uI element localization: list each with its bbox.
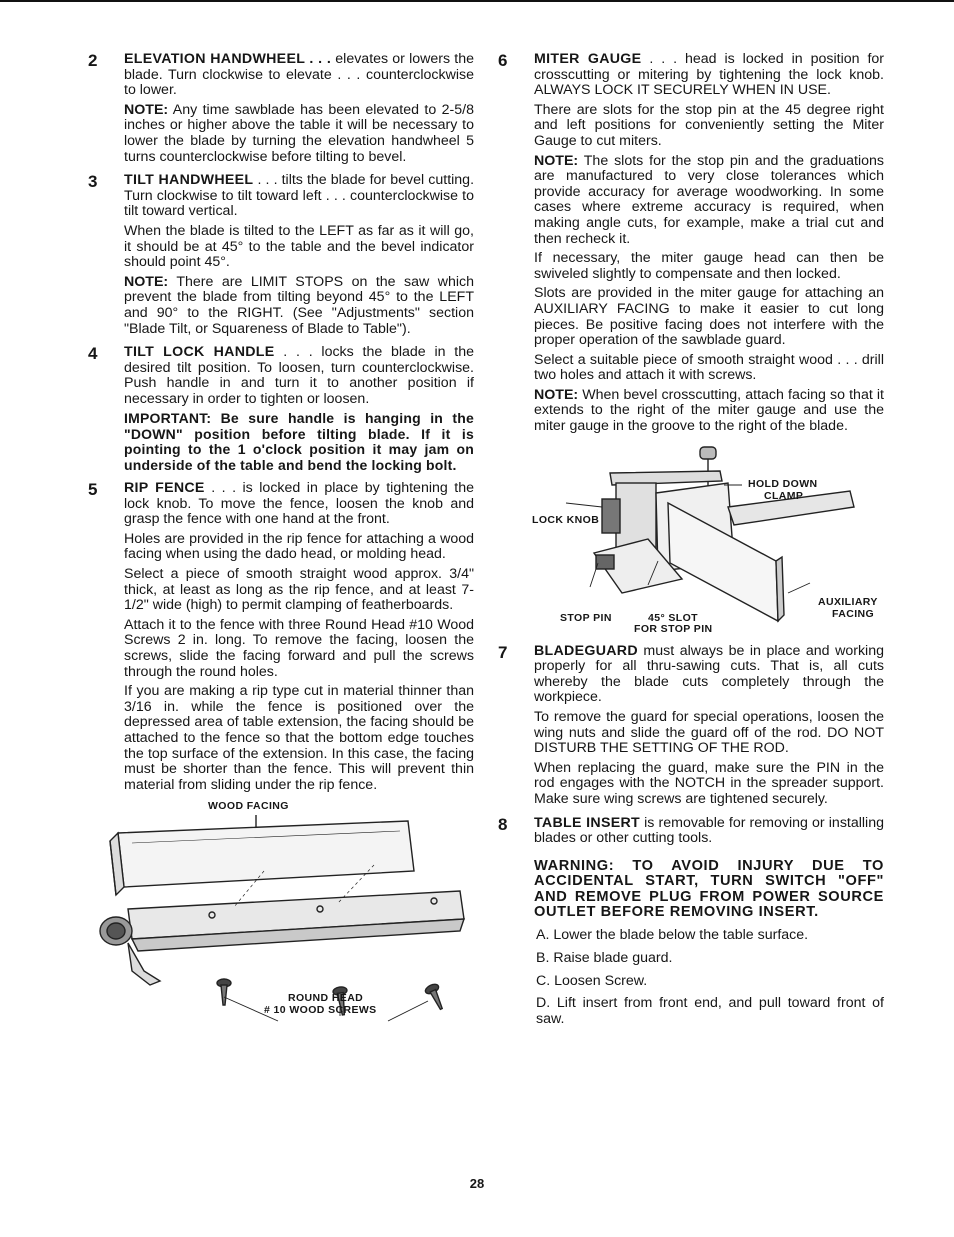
top-rule <box>0 0 954 2</box>
lock-knob-label: LOCK KNOB <box>532 513 600 526</box>
paragraph <box>534 644 884 706</box>
note-label: NOTE: <box>534 386 579 403</box>
slot-label-2: FOR STOP PIN <box>634 622 713 635</box>
rip-fence-illustration <box>88 811 468 1026</box>
note-paragraph <box>534 388 884 435</box>
section-text: must always be in place and working properly for all thru-sawing cuts. That is, all cuts whereby the blade cuts completely through the workpiece. <box>534 642 884 706</box>
important-paragraph: IMPORTANT: Be sure handle is hanging in the "DOWN" position before tilting blade. If it is pointing to the 1 o'clock position it may jam on underside of the table and bend the locking bolt. <box>124 410 474 473</box>
paragraph: Attach it to the fence with three Round Head #10 Wood Screws 2 in. long. To remove the facing, loosen the screws, slide the facing forward and pull the screws through the round holes. <box>124 616 474 680</box>
paragraph: There are slots for the stop pin at the 45 degree right and left positions for conveniently setting the Miter Gauge to cut miters. <box>534 101 884 149</box>
section-bladeguard <box>498 644 884 808</box>
paragraph: If you are making a rip type cut in material thinner than 3/16 in. while the fence is positioned over the depressed area of table extension, the facing should be attached to the fence so that the bottom edge touches the top surface of the extension. In this case, the facing must be shorter than the fence. This will prevent thin material from sliding under the rip fence. <box>124 683 474 793</box>
section-number: 4 <box>88 344 98 364</box>
section-heading: RIP FENCE <box>124 480 205 497</box>
note-text: Any time sawblade has been elevated to 2-5/8 inches or higher above the table it will be necessary to lower the blade by turning the elevation handwheel 5 turns counterclockwise before tilting to bevel. <box>124 101 474 165</box>
paragraph: When the blade is tilted to the LEFT as far as it will go, it should be at 45° to the table and the bevel indicator should point 45°. <box>124 222 474 271</box>
section-number: 7 <box>498 642 508 662</box>
paragraph: Select a piece of smooth straight wood approx. 3/4" thick, at least as long as the rip fence, and at least 7-1/2" wide (high) to permit clamping of featherboards. <box>124 566 474 614</box>
note-paragraph <box>124 103 474 165</box>
section-heading: TILT HANDWHEEL <box>124 172 254 189</box>
paragraph <box>534 816 884 847</box>
hold-down-clamp-label-1: HOLD DOWN <box>748 477 818 490</box>
paragraph <box>124 52 474 99</box>
section-rip-fence <box>88 481 474 793</box>
hold-down-clamp-label-2: CLAMP <box>764 489 804 502</box>
screws-label-line1: ROUND HEAD <box>288 992 364 1005</box>
section-number: 5 <box>88 480 98 500</box>
paragraph: Slots are provided in the miter gauge for attaching an AUXILIARY FACING to make it easier to cut long pieces. Be positive facing does not interfere with the proper operation of the sawblade guard. <box>534 285 884 349</box>
section-tilt-lock-handle <box>88 345 474 473</box>
section-text: . . . is locked in place by tightening the lock knob. To move the fence, loosen the knob and grasp the fence with one hand at the front. <box>124 480 474 528</box>
step-item: D. Lift insert from front end, and pull toward front of saw. <box>536 995 884 1027</box>
section-text: . . . tilts the blade for bevel cutting. Turn clockwise to tilt toward left . . . counterclockwise to tilt toward vertical. <box>124 172 475 220</box>
note-paragraph <box>534 154 884 248</box>
note-paragraph <box>124 275 474 337</box>
section-table-insert <box>498 816 884 921</box>
auxiliary-facing-label-1: AUXILIARY <box>818 595 878 608</box>
paragraph: If necessary, the miter gauge head can then be swiveled slightly to compensate and then locked. <box>534 250 884 282</box>
paragraph <box>124 173 474 220</box>
left-column <box>88 52 474 1031</box>
screws-label-line2: # 10 WOOD SCREWS <box>264 1004 377 1017</box>
section-number: 6 <box>498 51 508 70</box>
paragraph: When replacing the guard, make sure the PIN in the rod engages with the NOTCH in the spreader support. Make sure wing screws are tightened securely. <box>534 759 884 807</box>
section-heading: MITER GAUGE <box>534 51 642 67</box>
section-heading: BLADEGUARD <box>534 642 638 659</box>
paragraph <box>534 52 884 99</box>
warning-paragraph: WARNING: TO AVOID INJURY DUE TO ACCIDENTAL START, TURN SWITCH "OFF" AND REMOVE PLUG FROM POWER SOURCE OUTLET BEFORE REMOVING INSERT. <box>534 857 884 920</box>
note-text: When bevel crosscutting, attach facing so that it extends to the right of the miter gauge and use the miter gauge in the groove to the right of the blade. <box>534 386 884 435</box>
section-text: . . . locks the blade in the desired tilt position. To loosen, turn counterclockwise. Push handle in and turn it to another position if necessary in order to tighten or loosen. <box>124 344 474 407</box>
note-text: There are LIMIT STOPS on the saw which prevent the blade from tilting beyond 45° to the LEFT and 90° to the RIGHT. (See "Adjustments" section "Blade Tilt, or Squareness of Blade to Table"). <box>124 273 474 337</box>
slot-label-1: 45° SLOT <box>648 611 698 624</box>
section-elevation-handwheel <box>88 52 474 165</box>
wood-facing-label: WOOD FACING <box>208 800 289 813</box>
section-heading: TILT LOCK HANDLE <box>124 344 275 361</box>
section-miter-gauge <box>498 52 884 435</box>
section-text: is removable for removing or installing blades or other cutting tools. <box>534 814 884 847</box>
step-item: C. Loosen Screw. <box>536 972 648 989</box>
section-number: 8 <box>498 814 508 834</box>
note-label: NOTE: <box>124 101 169 118</box>
step-item: B. Raise blade guard. <box>536 950 673 966</box>
section-heading: TABLE INSERT <box>534 814 640 831</box>
note-label: NOTE: <box>124 273 169 290</box>
miter-gauge-figure <box>498 443 884 638</box>
section-text: . . . head is locked in position for crosscutting or mitering by tightening the lock knob. ALWAYS LOCK IT SECURELY WHEN IN USE. <box>534 51 884 99</box>
paragraph: Holes are provided in the rip fence for attaching a wood facing when using the dado head, or molding head. <box>124 530 474 563</box>
paragraph <box>124 481 474 528</box>
insert-removal-steps <box>498 928 884 1027</box>
section-number: 2 <box>88 51 98 70</box>
right-column <box>498 52 884 1034</box>
step-item: A. Lower the blade below the table surface. <box>536 927 809 944</box>
section-text: elevates or lowers the blade. Turn clockwise to elevate . . . counterclockwise to lower. <box>124 51 474 99</box>
paragraph: Select a suitable piece of smooth straight wood . . . drill two holes and attach it with screws. <box>534 351 884 384</box>
rip-fence-figure <box>88 801 468 1031</box>
note-label: NOTE: <box>534 152 579 169</box>
miter-gauge-illustration <box>498 443 884 638</box>
auxiliary-facing-label-2: FACING <box>832 607 875 620</box>
section-tilt-handwheel <box>88 173 474 337</box>
page-number: 28 <box>469 1176 485 1191</box>
stop-pin-label: STOP PIN <box>560 611 612 624</box>
paragraph <box>124 345 474 407</box>
section-number: 3 <box>88 172 98 192</box>
section-heading: ELEVATION HANDWHEEL . . . <box>124 51 332 67</box>
note-text: The slots for the stop pin and the graduations are manufactured to very close tolerances which provide accuracy for average woodworking. In some cases where extreme accuracy is required, when making angle cuts, for example, make a trial cut and then recheck it. <box>534 152 884 247</box>
paragraph: To remove the guard for special operations, loosen the wing nuts and slide the guard off of the rod. DO NOT DISTURB THE SETTING OF THE ROD. <box>534 709 884 757</box>
